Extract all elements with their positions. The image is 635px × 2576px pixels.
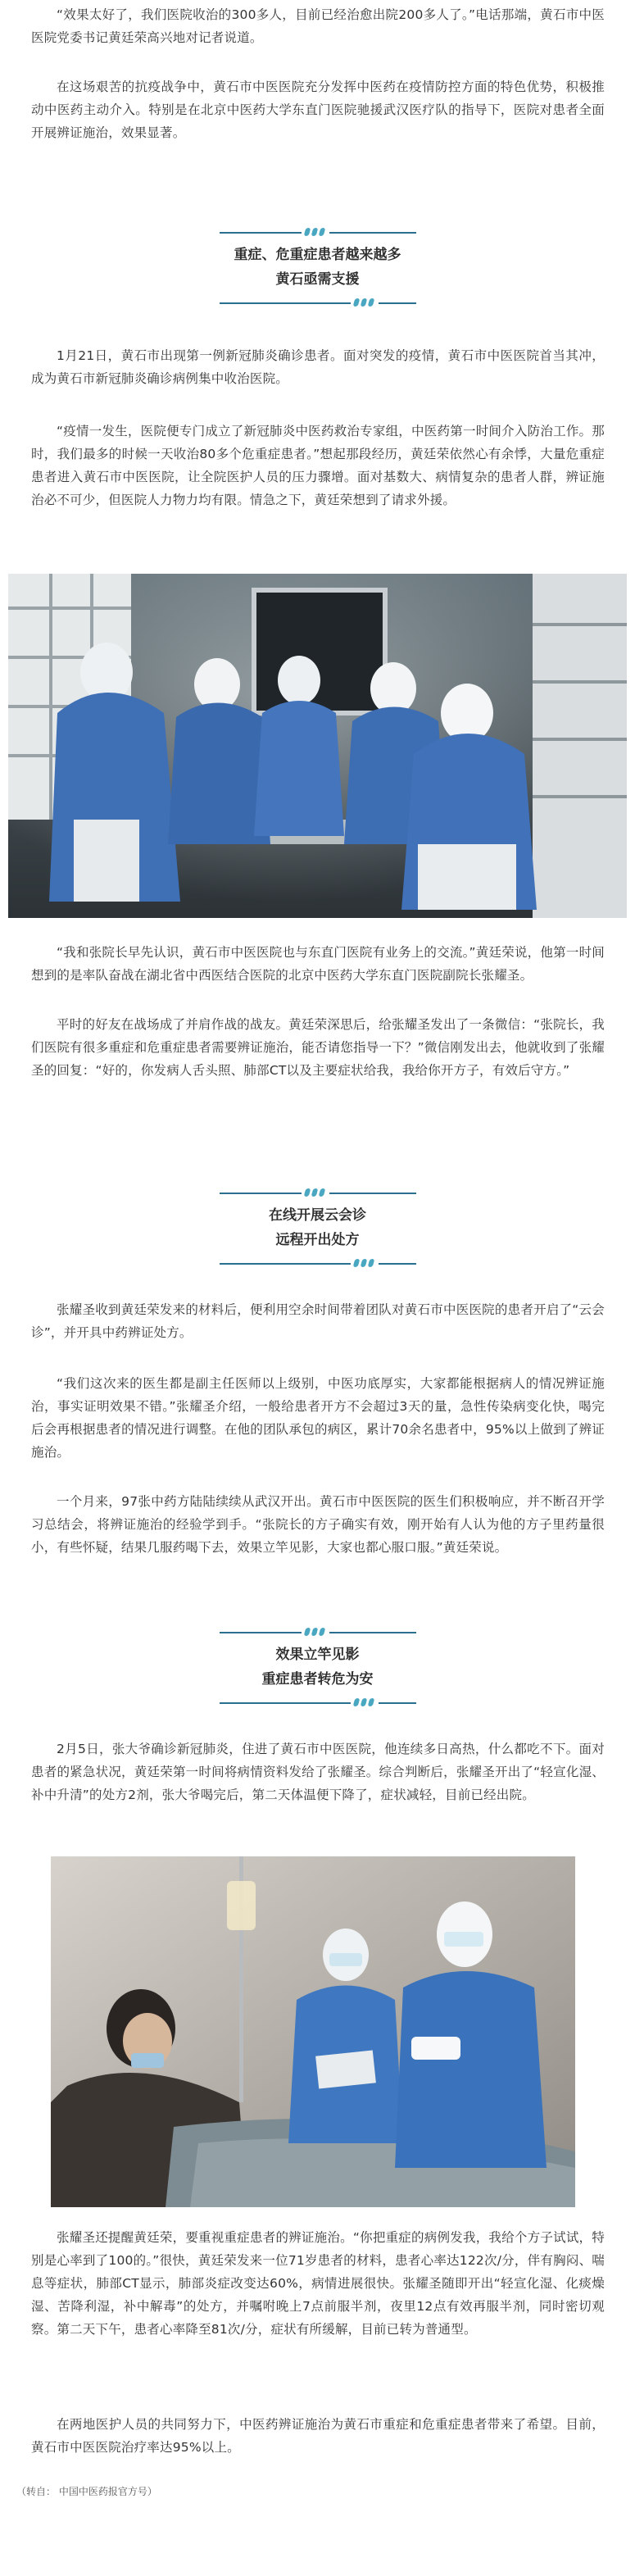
photo-medical-team-meeting <box>8 574 627 918</box>
heading-1-line-2: 黄石亟需支援 <box>275 271 360 288</box>
section-heading-2 <box>0 1203 635 1252</box>
heading-2-line-1: 在线开展云会诊 <box>269 1207 366 1224</box>
paragraph-5: “我和张院长早先认识，黄石市中医医院也与东直门医院有业务上的交流。”黄廷荣说，他第一时间想到的是率队奋战在湖北省中西医结合医院的北京中医药大学东直门医院副院长张耀圣。 <box>31 945 605 983</box>
heading-decoration-top <box>220 228 416 238</box>
paragraph-9: 一个月来，97张中药方陆陆续续从武汉开出。黄石市中医医院的医生们积极响应，并不断召开学习总结会，将辨证施治的经验学到手。“张院长的方子确实有效，刚开始有人认为他的方子里药量很小，有些怀疑，结果几服药喝下去，效果立竿见影，大家也都心服口服。”黄廷荣说。 <box>31 1494 605 1555</box>
paragraph-1: “效果太好了，我们医院收治的300多人，目前已经治愈出院200多人了。”电话那端，黄石市中医医院党委书记黄廷荣高兴地对记者说道。 <box>31 7 605 45</box>
paragraph-7: 张耀圣收到黄廷荣发来的材料后，便利用空余时间带着团队对黄石市中医医院的患者开启了“云会诊”，并开具中药辨证处方。 <box>31 1302 605 1340</box>
section-heading-1 <box>0 243 635 292</box>
heading-decoration-top <box>220 1188 416 1198</box>
paragraph-4: “疫情一发生，医院便专门成立了新冠肺炎中医药救治专家组，中医药第一时间介入防治工作。那时，我们最多的时候一天收治80多个危重症患者。”想起那段经历，黄廷荣依然心有余悸，大量危重症患者进入黄石市中医医院，让全院医护人员的压力骤增。面对基数大、病情复杂的患者人群，辨证施治必不可少，但医院人力物力均有限。情急之下，黄廷荣想到了请求外援。 <box>31 424 605 507</box>
heading-1-line-1: 重症、危重症患者越来越多 <box>234 247 401 263</box>
source-note: （转自： 中国中医药报官方号） <box>16 2486 157 2497</box>
heading-decoration-bottom <box>220 1259 416 1269</box>
heading-2-line-2: 远程开出处方 <box>275 1232 360 1248</box>
heading-decoration-bottom <box>220 1698 416 1708</box>
heading-3-line-2: 重症患者转危为安 <box>261 1671 374 1688</box>
paragraph-11: 张耀圣还提醒黄廷荣，要重视重症患者的辨证施治。“你把重症的病例发我，我给个方子试试，特别是心率到了100的。”很快，黄廷荣发来一位71岁患者的材料，患者心率达122次/分，伴有胸闷、喘息等症状，肺部CT显示，肺部炎症改变达60%，病情进展很快。张耀圣随即开出“轻宣化湿、化痰燥湿、苦降利湿，补中解毒”的处方，并嘱咐晚上7点前服半剂，夜里12点有效再服半剂，同时密切观察。第二天下午，患者心率降至81次/分，症状有所缓解，目前已转为普通型。 <box>31 2230 605 2337</box>
heading-3-line-1: 效果立竿见影 <box>275 1647 360 1663</box>
paragraph-12: 在两地医护人员的共同努力下，中医药辨证施治为黄石市重症和危重症患者带来了希望。目前，黄石市中医医院治疗率达95%以上。 <box>31 2417 605 2455</box>
section-heading-3 <box>0 1642 635 1692</box>
paragraph-10: 2月5日，张大爷确诊新冠肺炎，住进了黄石市中医医院，他连续多日高热，什么都吃不下。面对患者的紧急状况，黄廷荣第一时间将病情资料发给了张耀圣。综合判断后，张耀圣开出了“轻宣化湿、补中升清”的处方2剂，张大爷喝完后，第二天体温便下降了，症状减轻，目前已经出院。 <box>31 1742 605 1802</box>
paragraph-2: 在这场艰苦的抗疫战争中，黄石市中医医院充分发挥中医药在疫情防控方面的特色优势，积极推动中医药主动介入。特别是在北京中医药大学东直门医院驰援武汉医疗队的指导下，医院对患者全面开展辨证施治，效果显著。 <box>31 80 605 140</box>
paragraph-8: “我们这次来的医生都是副主任医师以上级别，中医功底厚实，大家都能根据病人的情况辨证施治，事实证明效果不错。”张耀圣介绍，一般给患者开方不会超过3天的量，急性传染病变化快，喝完后会再根据患者的情况进行调整。在他的团队承包的病区，累计70余名患者中，95%以上做到了辨证施治。 <box>31 1376 605 1460</box>
photo-doctors-at-bedside <box>51 1856 575 2207</box>
paragraph-3: 1月21日，黄石市出现第一例新冠肺炎确诊患者。面对突发的疫情，黄石市中医医院首当其冲，成为黄石市新冠肺炎确诊病例集中收治医院。 <box>31 348 605 386</box>
heading-decoration-top <box>220 1628 416 1638</box>
paragraph-6: 平时的好友在战场成了并肩作战的战友。黄廷荣深思后，给张耀圣发出了一条微信：“张院长，我们医院有很多重症和危重症患者需要辨证施治，能否请您指导一下？”微信刚发出去，他就收到了张耀圣的回复：“好的，你发病人舌头照、肺部CT以及主要症状给我，我给你开方子，有效后守方。” <box>31 1017 605 1078</box>
heading-decoration-bottom <box>220 298 416 308</box>
